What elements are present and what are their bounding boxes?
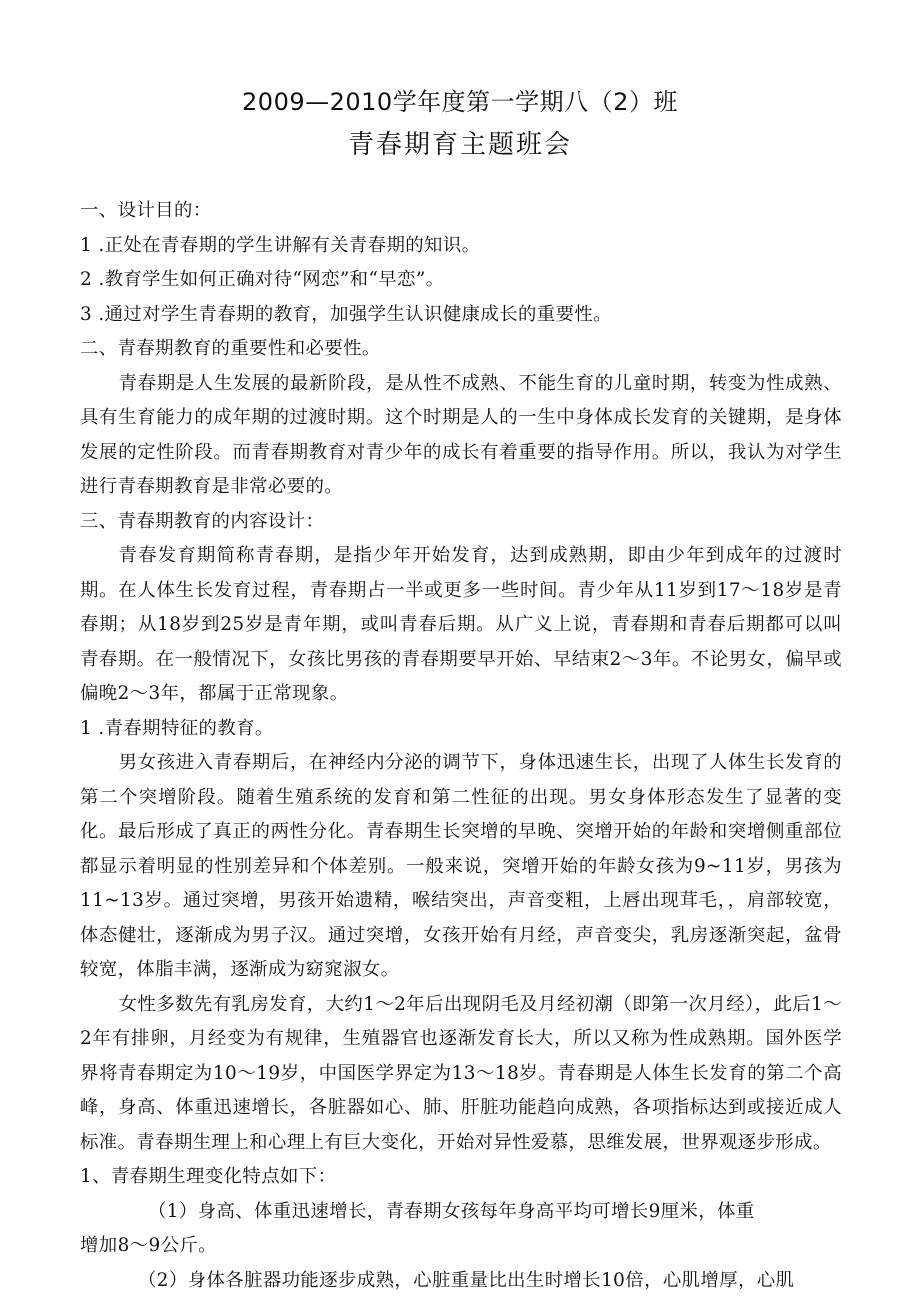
list-item-2: 2 .教育学生如何正确对待“网恋”和“早恋”。 <box>80 269 445 290</box>
paragraph-female-development: 女性多数先有乳房发育，大约1～2年后出现阴毛及月经初潮（即第一次月经），此后1～2年有排卵，月经变为有规律，生殖器官也逐渐发育长大，所以又称为性成熟期。国外医学界将青春期定为10～19岁，中国医学界定为13～18岁。青春期是人体生长发育的第二个高峰，身高、体重迅速增长，各脏器如心、肺、肝脏功能趋向成熟，各项指标达到或接近成人标准。青春期生理上和心理上有巨大变化，开始对异性爱慕，思维发展，世界观逐步形成。 <box>80 993 842 1153</box>
list-item-3: 3 .通过对学生青春期的教育，加强学生认识健康成长的重要性。 <box>80 303 612 325</box>
list-item-physiology-1: （1）身高、体重迅速增长，青春期女孩每年身高平均可增长9厘米，体重 <box>148 1200 755 1222</box>
paragraph-importance: 青春期是人生发展的最新阶段，是从性不成熟、不能生育的儿童时期，转变为性成熟、具有生育能力的成年期的过渡时期。这个时期是人的一生中身体成长发育的关键期，是身体发展的定性阶段。而青春期教育对青少年的成长有着重要的指导作用。所以，我认为对学生进行青春期教育是非常必要的。 <box>80 372 842 497</box>
list-item-1: 1 .正处在青春期的学生讲解有关青春期的知识。 <box>80 234 481 256</box>
document-title-line2: 青春期育主题班会 <box>347 130 572 160</box>
paragraph-definition: 青春发育期简称青春期，是指少年开始发育，达到成熟期，即由少年到成年的过渡时期。在人体生长发育过程，青春期占一半或更多一些时间。青少年从11岁到17～18岁是青春期；从18岁到25岁是青年期，或叫青春后期。从广义上说，青春期和青春后期都可以叫青春期。在一般情况下，女孩比男孩的青春期要早开始、早结束2～3年。不论男女，偏早或偏晚2～3年，都属于正常现象。 <box>80 545 842 704</box>
paragraph-characteristics: 男女孩进入青春期后，在神经内分泌的调节下，身体迅速生长，出现了人体生长发育的第二个突增阶段。随着生殖系统的发育和第二性征的出现。男女身体形态发生了显著的变化。最后形成了真正的两性分化。青春期生长突增的早晚、突增开始的年龄和突增侧重部位都显示着明显的性别差异和个体差别。一般来说，突增开始的年龄女孩为9~11岁，男孩为11~13岁。通过突增，男孩开始遗精，喉结突出，声音变粗，上唇出现茸毛，，肩部较宽，体态健壮，逐渐成为男子汉。通过突增，女孩开始有月经，声音变尖，乳房逐渐突起，盆骨较宽，体脂丰满，逐渐成为窈窕淑女。 <box>80 752 842 980</box>
section-heading-1: 一、设计目的： <box>80 200 212 221</box>
document-body <box>80 194 842 1298</box>
section-heading-2: 二、青春期教育的重要性和必要性。 <box>80 338 381 359</box>
subsection-heading-2: 1、青春期生理变化特点如下： <box>80 1166 337 1187</box>
list-item-physiology-2: （2）身体各脏器功能逐步成熟，心脏重量比出生时增长10倍，心肌增厚，心肌 <box>138 1269 795 1291</box>
document-title-line1: 2009—2010学年度第一学期八（2）班 <box>242 88 678 116</box>
subsection-heading-1: 1 .青春期特征的教育。 <box>80 717 274 739</box>
list-item-physiology-1-cont: 增加8～9公斤。 <box>80 1235 217 1256</box>
section-heading-3: 三、青春期教育的内容设计： <box>80 510 325 532</box>
